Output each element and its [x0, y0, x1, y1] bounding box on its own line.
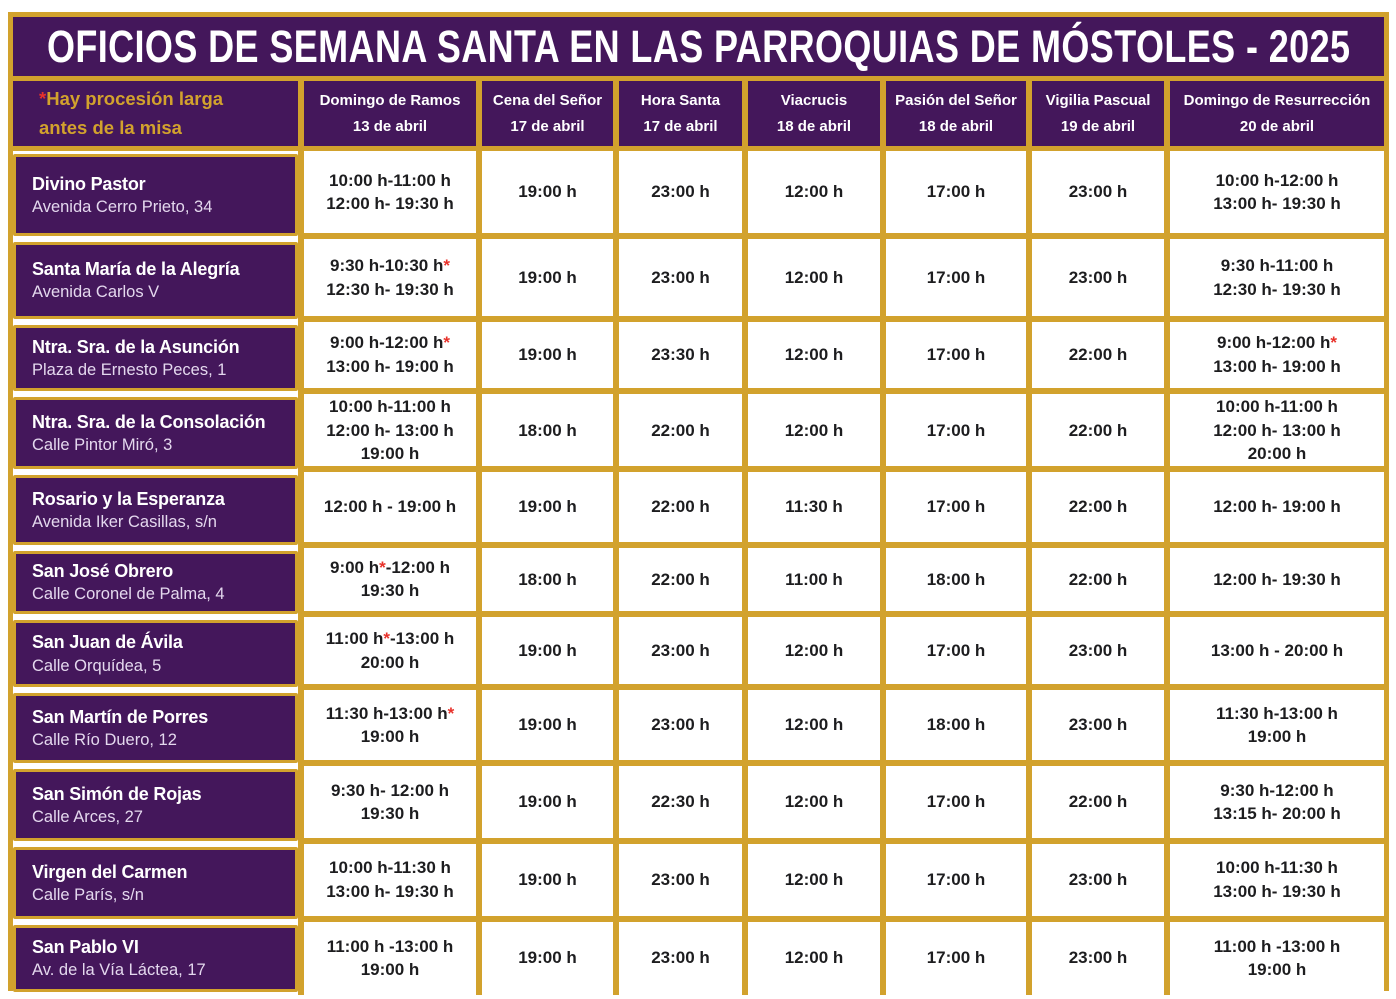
parish-cell — [13, 551, 298, 614]
table-row — [13, 548, 1384, 617]
time-cell — [880, 922, 1026, 995]
parish-cell — [13, 769, 298, 841]
procession-asterisk: * — [443, 333, 450, 353]
time-line: 11:00 h*-13:00 h — [325, 629, 455, 649]
time-cell — [880, 690, 1026, 765]
time-line: 12:00 h — [784, 420, 844, 440]
time-cell — [298, 472, 476, 547]
time-cell — [613, 322, 742, 394]
time-line: 12:00 h — [784, 182, 844, 202]
time-line: 23:00 h — [1068, 870, 1128, 890]
time-cell — [742, 617, 880, 690]
time-cell — [880, 844, 1026, 921]
time-cell — [1164, 766, 1384, 844]
parish-name: Ntra. Sra. de la Consolación — [32, 411, 266, 432]
parish-name: Rosario y la Esperanza — [32, 488, 225, 509]
time-line: 19:00 h — [518, 715, 577, 735]
parish-cell-wrap — [13, 617, 298, 690]
time-cell — [298, 617, 476, 690]
legend-text-1: Hay procesión larga — [46, 87, 224, 109]
time-cell — [476, 322, 613, 394]
time-line: 13:00 h- 19:00 h — [1213, 356, 1341, 376]
time-cell — [1164, 239, 1384, 321]
parish-name: San Juan de Ávila — [32, 632, 183, 653]
time-line: 22:00 h — [1068, 497, 1128, 517]
time-cell — [1026, 472, 1164, 547]
time-cell — [1164, 472, 1384, 547]
time-line: 22:00 h — [1068, 345, 1128, 365]
column-header — [742, 81, 880, 146]
time-line: 23:00 h — [651, 267, 710, 287]
time-cell — [742, 766, 880, 844]
time-line: 22:00 h — [651, 497, 710, 517]
time-line: 23:00 h — [1068, 641, 1128, 661]
time-cell — [880, 617, 1026, 690]
parish-name: San Pablo VI — [32, 936, 139, 957]
time-cell — [742, 844, 880, 921]
time-line: 9:30 h- 12:00 h — [330, 780, 450, 800]
time-cell — [742, 690, 880, 765]
time-cell — [476, 690, 613, 765]
parish-cell-wrap — [13, 394, 298, 472]
time-cell — [1164, 844, 1384, 921]
time-cell — [742, 394, 880, 472]
parish-address: Calle Pintor Miró, 3 — [32, 436, 173, 455]
time-cell — [742, 239, 880, 321]
column-header-label: Pasión del Señor — [895, 92, 1017, 109]
table-row — [13, 922, 1384, 995]
time-line: 19:30 h — [360, 803, 420, 823]
column-header-date: 20 de abril — [1239, 117, 1315, 135]
time-cell — [476, 239, 613, 321]
table-row — [13, 472, 1384, 547]
time-line: 17:00 h — [926, 870, 986, 890]
parish-cell-wrap — [13, 239, 298, 321]
time-cell — [476, 472, 613, 547]
time-cell — [1164, 922, 1384, 995]
legend-line-2: antes de la misa — [39, 116, 182, 138]
time-cell — [298, 322, 476, 394]
time-line: 17:00 h — [926, 497, 986, 517]
time-cell — [1164, 151, 1384, 239]
time-line: 19:00 h — [518, 497, 577, 517]
table-row — [13, 151, 1384, 239]
parish-address: Calle Coronel de Palma, 4 — [32, 585, 225, 604]
table-row — [13, 690, 1384, 765]
time-line: 13:00 h- 19:30 h — [326, 881, 454, 901]
procession-asterisk: * — [383, 629, 391, 649]
time-cell — [298, 548, 476, 617]
parish-cell — [13, 847, 298, 918]
time-line: 17:00 h — [926, 345, 986, 365]
legend-asterisk: * — [39, 87, 47, 109]
time-line: 18:00 h — [518, 420, 577, 440]
parish-name: Ntra. Sra. de la Asunción — [32, 336, 240, 357]
parish-name: Virgen del Carmen — [32, 861, 188, 882]
time-line: 12:00 h — [784, 792, 844, 812]
parish-name: San Martín de Porres — [32, 706, 209, 727]
parish-name: San Simón de Rojas — [32, 783, 202, 804]
time-line: 19:00 h — [360, 444, 420, 464]
time-cell — [742, 922, 880, 995]
parish-address: Avenida Iker Casillas, s/n — [32, 513, 217, 532]
time-line: 18:00 h — [926, 715, 986, 735]
time-cell — [613, 766, 742, 844]
time-cell — [476, 548, 613, 617]
time-line: 23:00 h — [1068, 267, 1128, 287]
time-line: 12:00 h- 13:00 h — [1213, 420, 1341, 440]
time-line: 22:00 h — [1068, 792, 1128, 812]
time-line: 17:00 h — [926, 641, 986, 661]
time-line: 23:00 h — [651, 641, 710, 661]
time-line: 9:00 h-12:00 h* — [1216, 333, 1337, 353]
legend-line-1 — [39, 85, 223, 114]
time-line: 9:30 h-11:00 h — [1220, 256, 1334, 276]
time-line: 13:00 h- 19:00 h — [326, 356, 454, 376]
time-line: 11:30 h-13:00 h — [1216, 703, 1338, 723]
time-line: 19:00 h — [518, 267, 577, 287]
time-cell — [880, 766, 1026, 844]
time-line: 11:30 h — [785, 497, 843, 517]
time-line: 11:30 h-13:00 h* — [325, 703, 455, 723]
column-header — [613, 81, 742, 146]
column-header — [298, 81, 476, 146]
schedule-table-frame — [8, 12, 1389, 991]
column-header — [1164, 81, 1384, 146]
time-line: 12:00 h — [784, 948, 844, 968]
column-header-label: Domingo de Ramos — [319, 92, 461, 109]
table-row — [13, 766, 1384, 844]
column-header — [476, 81, 613, 146]
column-header-label: Domingo de Resurrección — [1183, 92, 1371, 109]
parish-cell — [13, 242, 298, 318]
parish-name: Santa María de la Alegría — [32, 259, 240, 280]
time-line: 12:00 h — [784, 267, 844, 287]
parish-cell — [13, 620, 298, 687]
time-line: 9:00 h-12:00 h* — [329, 333, 450, 353]
time-line: 12:00 h — [784, 870, 844, 890]
time-line: 12:00 h — [784, 715, 844, 735]
time-line: 19:30 h — [360, 581, 420, 601]
time-line: 23:00 h — [651, 182, 710, 202]
time-line: 19:00 h — [518, 182, 577, 202]
parish-cell-wrap — [13, 322, 298, 394]
column-header-date: 19 de abril — [1060, 117, 1136, 135]
parish-cell-wrap — [13, 766, 298, 844]
time-line: 19:00 h — [360, 960, 420, 980]
time-line: 12:00 h - 19:00 h — [323, 497, 457, 517]
parish-cell-wrap — [13, 690, 298, 765]
time-line: 12:00 h — [784, 641, 844, 661]
parish-cell — [13, 397, 298, 469]
procession-asterisk: * — [379, 558, 386, 578]
table-row — [13, 394, 1384, 472]
time-cell — [613, 922, 742, 995]
time-line: 17:00 h — [926, 792, 986, 812]
time-cell — [1164, 322, 1384, 394]
time-cell — [298, 239, 476, 321]
time-cell — [613, 617, 742, 690]
time-cell — [298, 766, 476, 844]
time-cell — [613, 394, 742, 472]
time-cell — [298, 844, 476, 921]
time-line: 12:30 h- 19:30 h — [1213, 279, 1341, 299]
parish-address: Av. de la Vía Láctea, 17 — [32, 961, 206, 980]
time-line: 22:30 h — [651, 792, 710, 812]
time-line: 12:30 h- 19:30 h — [326, 279, 454, 299]
parish-cell — [13, 325, 298, 391]
time-line: 23:00 h — [1068, 182, 1128, 202]
time-cell — [613, 151, 742, 239]
time-cell — [880, 548, 1026, 617]
time-cell — [1026, 766, 1164, 844]
parish-address: Calle Arces, 27 — [32, 807, 143, 826]
time-line: 23:00 h — [651, 870, 710, 890]
time-cell — [1026, 690, 1164, 765]
time-line: 9:00 h*-12:00 h — [329, 558, 450, 578]
parish-address: Plaza de Ernesto Peces, 1 — [32, 360, 227, 379]
time-cell — [298, 922, 476, 995]
time-line: 10:00 h-11:00 h — [329, 170, 451, 190]
time-line: 23:00 h — [1068, 715, 1128, 735]
table-row — [13, 322, 1384, 394]
parish-address: Calle Río Duero, 12 — [32, 731, 177, 749]
column-header-label: Viacrucis — [780, 92, 848, 109]
time-line: 9:30 h-10:30 h* — [329, 256, 450, 276]
time-line: 17:00 h — [926, 420, 986, 440]
time-line: 9:30 h-12:00 h — [1220, 780, 1334, 800]
time-line: 22:00 h — [1068, 569, 1128, 589]
time-cell — [476, 617, 613, 690]
parish-cell — [13, 475, 298, 544]
time-line: 17:00 h — [926, 948, 986, 968]
time-line: 23:30 h — [651, 345, 710, 365]
time-line: 18:00 h — [518, 569, 577, 589]
time-cell — [613, 472, 742, 547]
time-line: 12:00 h- 19:00 h — [1213, 497, 1341, 517]
parish-cell-wrap — [13, 472, 298, 547]
time-line: 19:00 h — [518, 792, 577, 812]
parish-cell-wrap — [13, 151, 298, 239]
time-cell — [742, 322, 880, 394]
procession-asterisk: * — [1330, 333, 1337, 353]
parish-cell — [13, 154, 298, 236]
time-cell — [298, 690, 476, 765]
time-line: 12:00 h- 19:30 h — [1213, 569, 1341, 589]
parish-address: Calle París, s/n — [32, 885, 144, 904]
time-cell — [742, 548, 880, 617]
time-cell — [476, 922, 613, 995]
time-line: 12:00 h- 13:00 h — [326, 420, 454, 440]
time-cell — [1164, 548, 1384, 617]
column-header-date: 17 de abril — [510, 117, 585, 135]
column-header-label: Hora Santa — [640, 92, 721, 109]
time-line: 12:00 h — [784, 345, 844, 365]
column-header-date: 18 de abril — [776, 117, 852, 135]
parish-cell-wrap — [13, 844, 298, 921]
time-line: 19:00 h — [360, 727, 420, 747]
time-cell — [1026, 394, 1164, 472]
time-cell — [298, 151, 476, 239]
parish-address: Avenida Carlos V — [32, 283, 160, 302]
time-line: 19:00 h — [518, 870, 577, 890]
time-cell — [880, 322, 1026, 394]
time-line: 22:00 h — [651, 420, 710, 440]
column-header — [1026, 81, 1164, 146]
time-cell — [1164, 690, 1384, 765]
time-line: 10:00 h-12:00 h — [1215, 170, 1339, 190]
column-header — [880, 81, 1026, 146]
parish-address: Avenida Cerro Prieto, 34 — [32, 198, 213, 217]
page-title: OFICIOS DE SEMANA SANTA EN LAS PARROQUIAS DE MÓSTOLES - 2025 — [46, 20, 1351, 72]
time-line: 19:00 h — [1247, 960, 1307, 980]
time-line: 11:00 h -13:00 h — [326, 936, 454, 956]
time-line: 23:00 h — [1068, 948, 1128, 968]
table-body — [13, 151, 1384, 995]
time-cell — [476, 766, 613, 844]
time-line: 20:00 h — [360, 652, 420, 672]
time-cell — [742, 151, 880, 239]
table-row — [13, 239, 1384, 321]
time-cell — [880, 472, 1026, 547]
parish-name: San José Obrero — [32, 561, 174, 582]
column-header-date: 18 de abril — [918, 117, 994, 135]
time-cell — [1164, 617, 1384, 690]
column-header-label: Cena del Señor — [492, 92, 603, 109]
time-line: 19:00 h — [1247, 727, 1307, 747]
table-row — [13, 617, 1384, 690]
table-row — [13, 844, 1384, 921]
time-cell — [1164, 394, 1384, 472]
time-line: 20:00 h — [1247, 444, 1307, 464]
time-line: 22:00 h — [651, 569, 710, 589]
time-line: 17:00 h — [926, 182, 986, 202]
procession-asterisk: * — [447, 703, 455, 723]
time-cell — [476, 844, 613, 921]
time-line: 12:00 h- 19:30 h — [326, 194, 454, 214]
time-line: 11:00 h — [785, 569, 843, 589]
time-line: 23:00 h — [651, 948, 710, 968]
parish-cell-wrap — [13, 922, 298, 995]
time-line: 22:00 h — [1068, 420, 1128, 440]
time-line: 13:00 h- 19:30 h — [1213, 881, 1341, 901]
time-cell — [880, 394, 1026, 472]
time-cell — [1026, 548, 1164, 617]
time-line: 13:00 h- 19:30 h — [1213, 194, 1341, 214]
parish-cell — [13, 925, 298, 992]
time-line: 10:00 h-11:00 h — [329, 397, 451, 417]
time-cell — [613, 690, 742, 765]
table-header-row — [13, 81, 1384, 151]
time-line: 10:00 h-11:30 h — [1216, 858, 1338, 878]
time-cell — [880, 239, 1026, 321]
time-cell — [880, 151, 1026, 239]
column-header-label: Vigilia Pascual — [1045, 92, 1151, 109]
time-line: 17:00 h — [926, 267, 986, 287]
time-cell — [1026, 617, 1164, 690]
time-line: 11:00 h -13:00 h — [1213, 936, 1341, 956]
parish-address: Calle Orquídea, 5 — [32, 656, 162, 675]
time-cell — [476, 394, 613, 472]
column-header-date: 13 de abril — [352, 117, 428, 135]
time-line: 13:00 h - 20:00 h — [1210, 641, 1344, 661]
time-cell — [613, 548, 742, 617]
time-line: 19:00 h — [518, 948, 577, 968]
time-cell — [1026, 239, 1164, 321]
time-cell — [1026, 322, 1164, 394]
time-line: 18:00 h — [926, 569, 986, 589]
time-line: 10:00 h-11:30 h — [329, 858, 451, 878]
parish-cell — [13, 693, 298, 762]
time-line: 10:00 h-11:00 h — [1216, 397, 1338, 417]
time-cell — [742, 472, 880, 547]
time-line: 19:00 h — [518, 641, 577, 661]
column-header-date: 17 de abril — [643, 117, 718, 135]
time-line: 13:15 h- 20:00 h — [1213, 803, 1341, 823]
time-line: 23:00 h — [651, 715, 710, 735]
time-cell — [1026, 151, 1164, 239]
time-cell — [476, 151, 613, 239]
procession-asterisk: * — [443, 256, 450, 276]
time-cell — [298, 394, 476, 472]
title-band — [13, 17, 1384, 81]
time-cell — [1026, 844, 1164, 921]
time-cell — [1026, 922, 1164, 995]
time-line: 19:00 h — [518, 345, 577, 365]
legend-note — [13, 81, 298, 146]
parish-name: Divino Pastor — [32, 173, 146, 194]
time-cell — [613, 239, 742, 321]
time-cell — [613, 844, 742, 921]
parish-cell-wrap — [13, 548, 298, 617]
